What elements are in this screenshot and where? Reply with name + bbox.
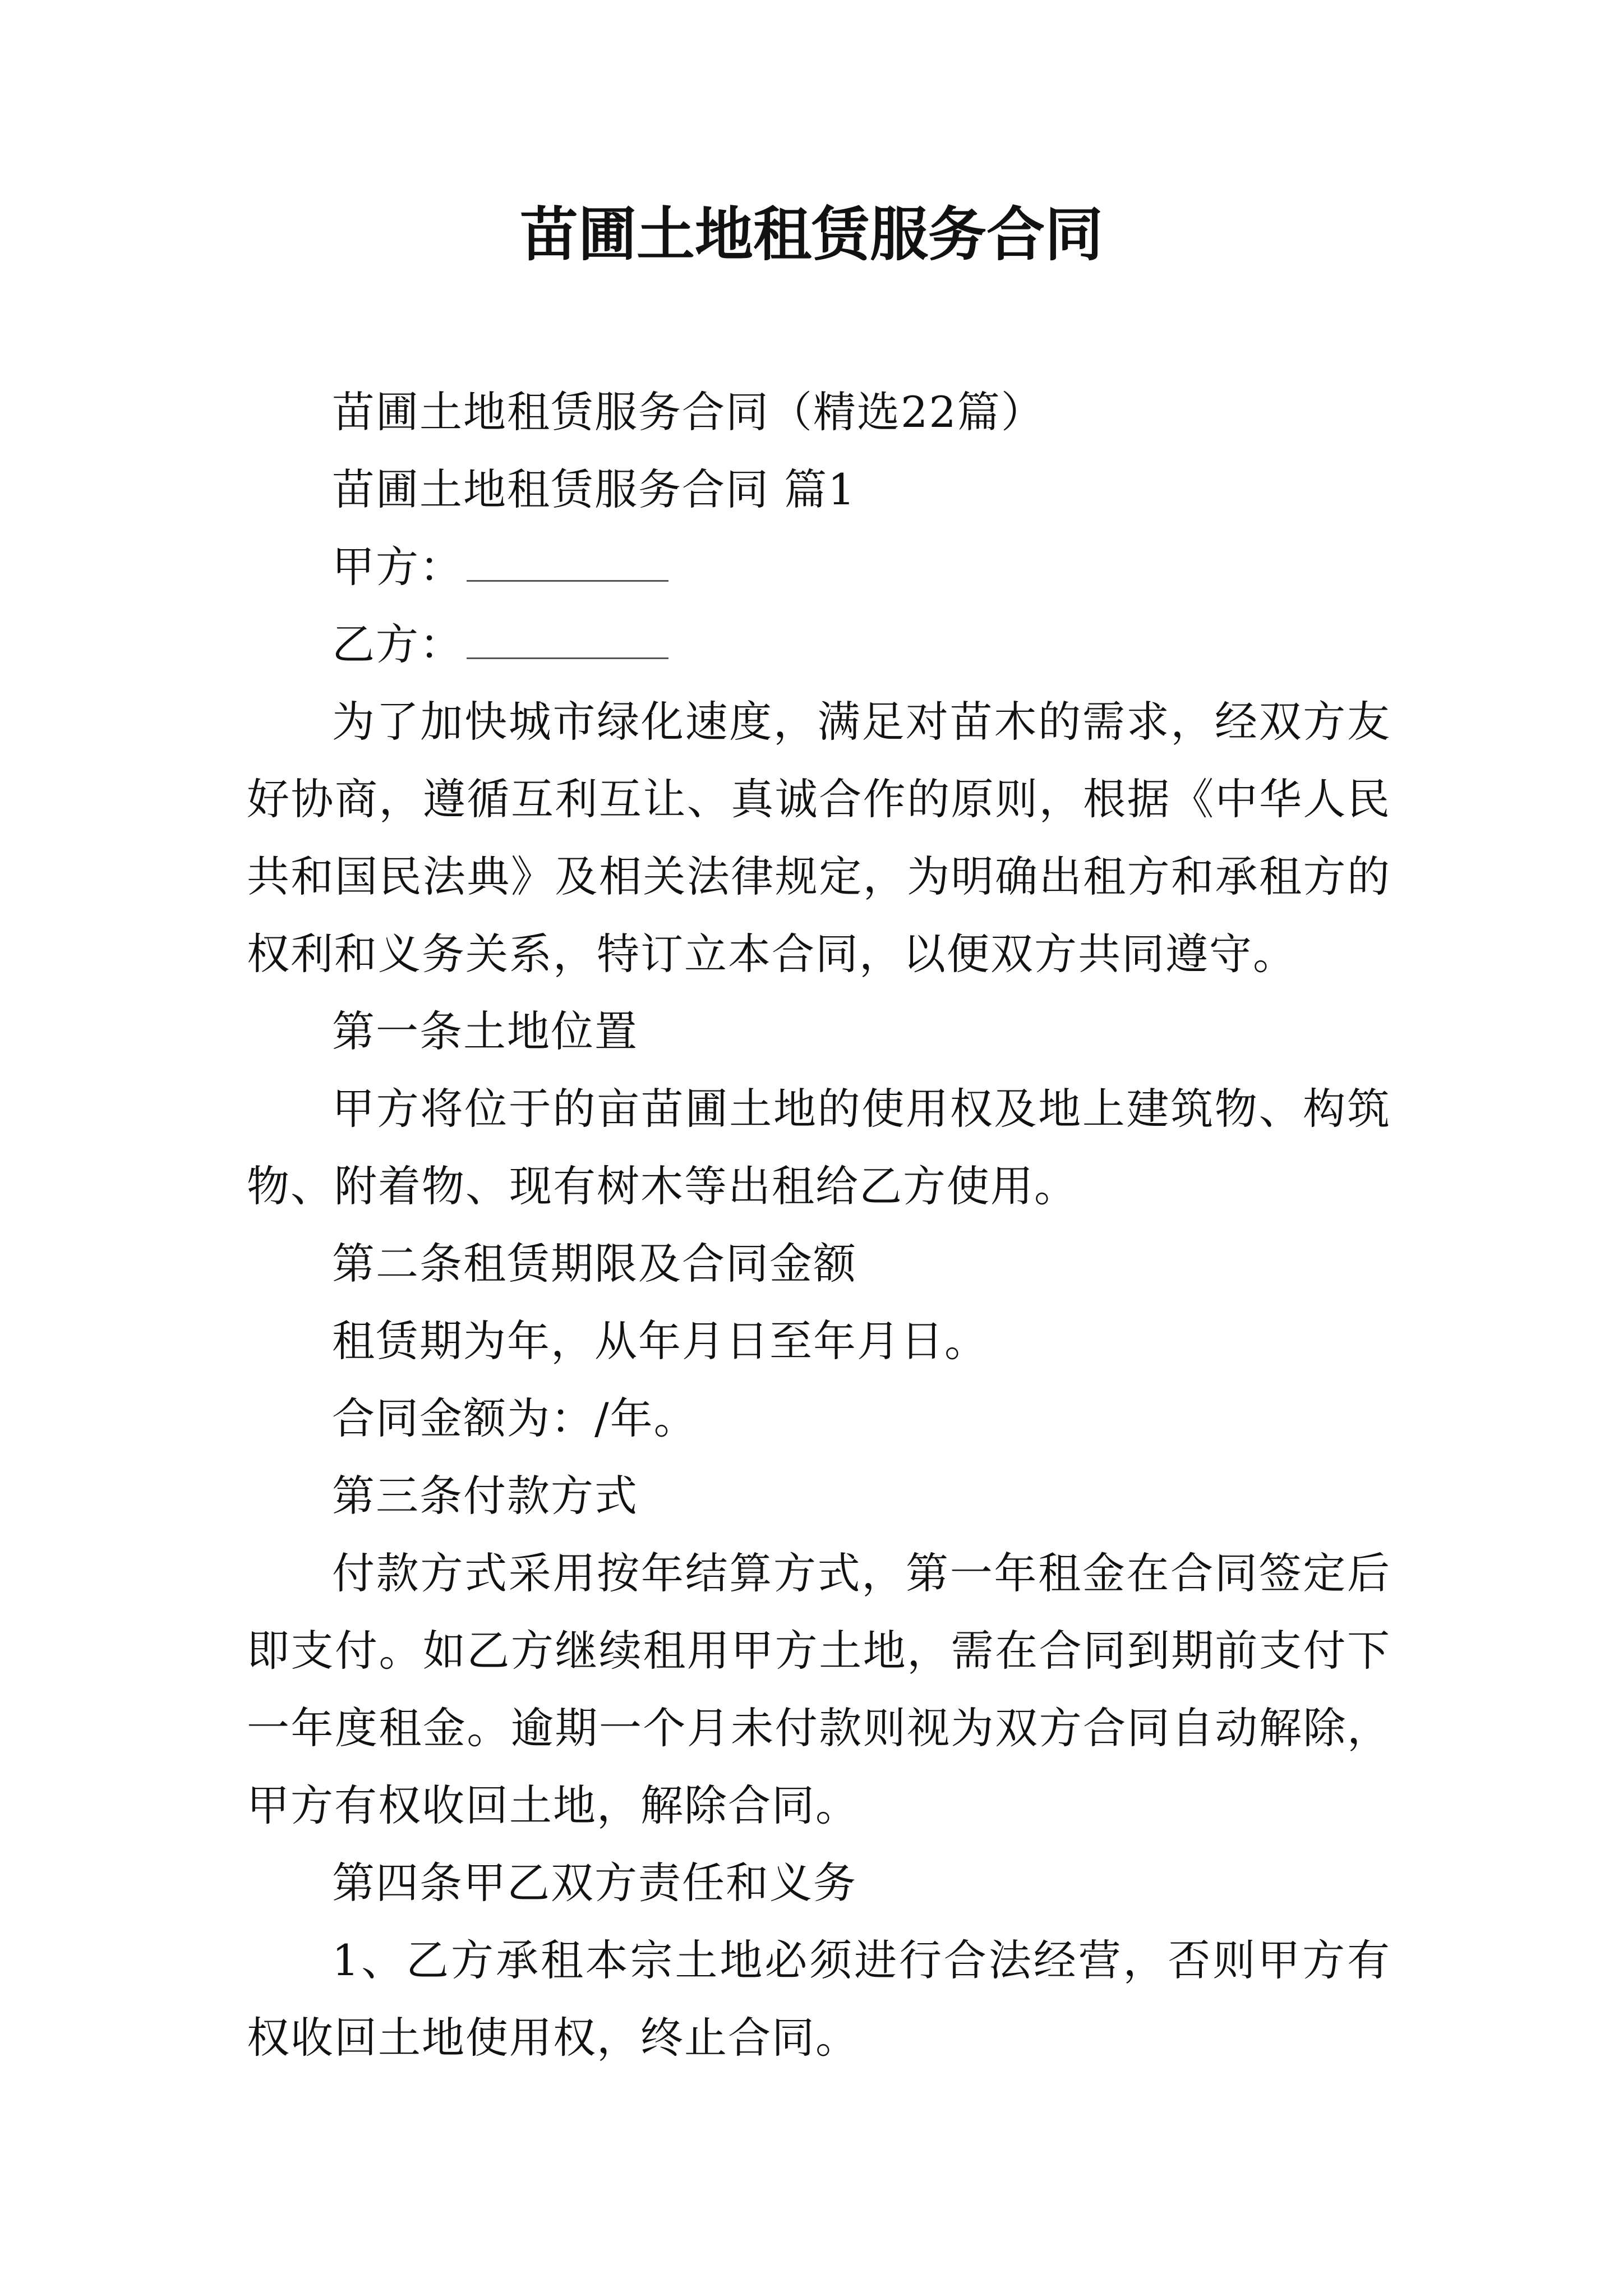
- party-a-label: 甲方：: [332, 542, 463, 592]
- subtitle: 苗圃土地租赁服务合同（精选22篇）: [332, 387, 1045, 437]
- party-a-line: [247, 528, 1391, 606]
- party-a-blank: [467, 540, 668, 582]
- article-3-text: 付款方式采用按年结算方式，第一年租金在合同签定后即支付。如乙方继续租用甲方土地，需在合同到期前支付下一年度租金。逾期一个月未付款则视为双方合同自动解除，甲方有权收回土地，解除合同。: [247, 1548, 1391, 1830]
- article-2-title: 第二条租赁期限及合同金额: [332, 1239, 857, 1289]
- article-4-item-1: 1、乙方承租本宗土地必须进行合法经营，否则甲方有权收回土地使用权，终止合同。: [247, 1935, 1391, 2063]
- article-1-text: 甲方将位于的亩苗圃土地的使用权及地上建筑物、构筑物、附着物、现有树木等出租给乙方使用。: [247, 1084, 1391, 1211]
- party-b-blank: [467, 617, 668, 659]
- article-3-title: 第三条付款方式: [332, 1471, 638, 1521]
- intro-paragraph: 为了加快城市绿化速度，满足对苗木的需求，经双方友好协商，遵循互利互让、真诚合作的原则，根据《中华人民共和国民法典》及相关法律规定，为明确出租方和承租方的权利和义务关系，特订立本合同，以便双方共同遵守。: [247, 697, 1391, 979]
- party-b-line: [247, 606, 1391, 683]
- section-heading: 苗圃土地租赁服务合同 篇1: [332, 464, 856, 514]
- party-b-label: 乙方：: [332, 619, 463, 669]
- article-2-text-2: 合同金额为：/年。: [332, 1393, 698, 1443]
- article-1-title: 第一条土地位置: [332, 1006, 638, 1056]
- article-2-text-1: 租赁期为年，从年月日至年月日。: [332, 1316, 988, 1366]
- document-title: 苗圃土地租赁服务合同: [519, 200, 1103, 269]
- article-4-title: 第四条甲乙双方责任和义务: [332, 1858, 857, 1908]
- document-body: [247, 374, 1391, 2077]
